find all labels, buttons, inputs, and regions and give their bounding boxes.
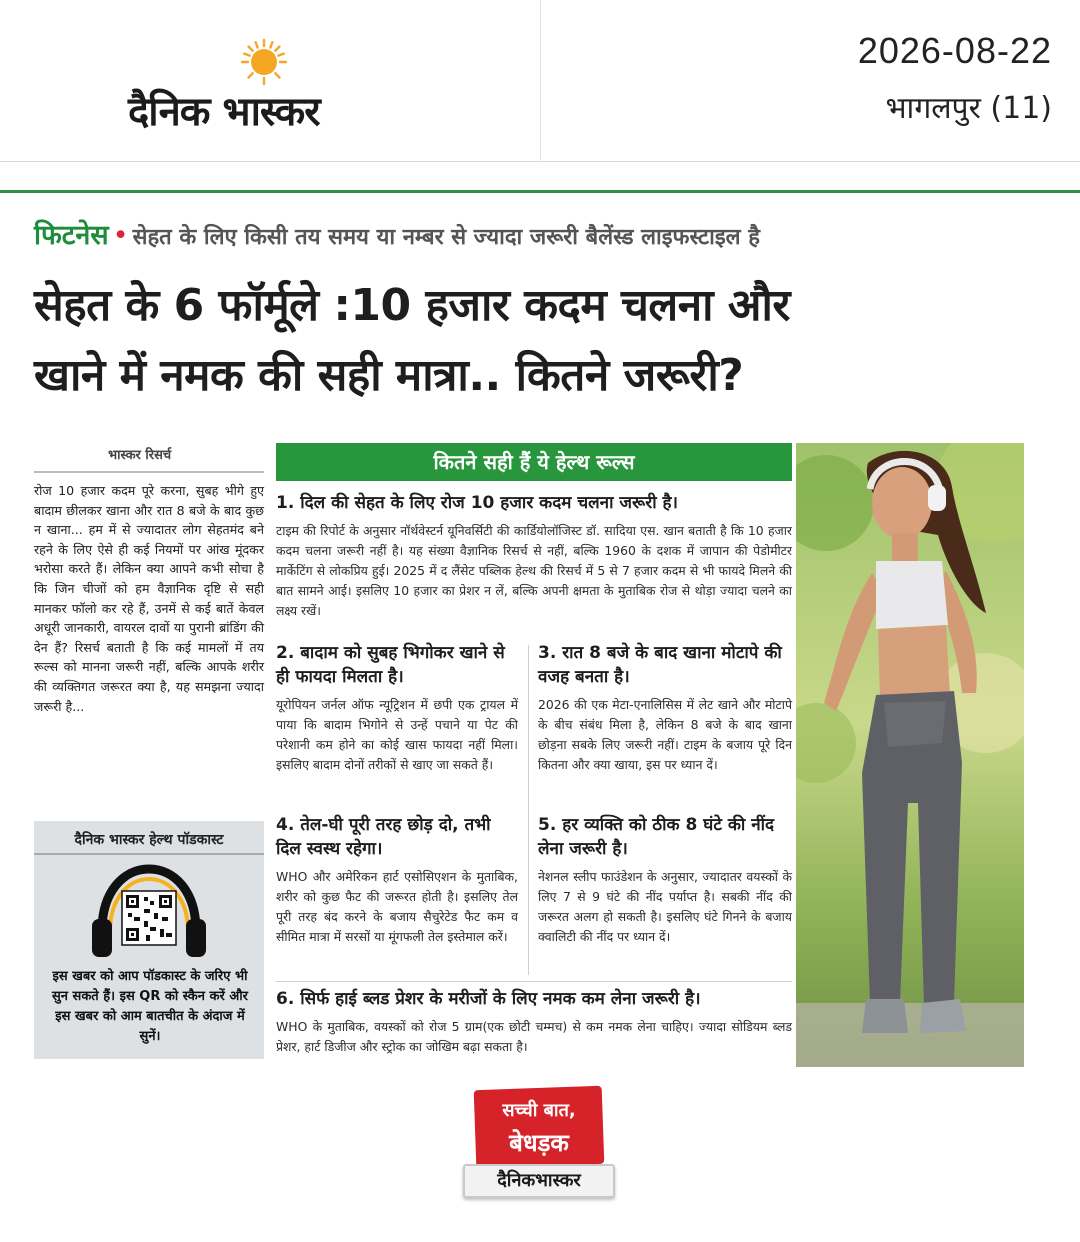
headline-line-1: सेहत के 6 फॉर्मूले :10 हजार कदम चलना और <box>34 280 790 331</box>
kicker-dot: • <box>112 220 129 251</box>
news-clipping <box>0 190 1080 1070</box>
kicker <box>34 215 1064 261</box>
column-separator <box>528 645 529 975</box>
page-header <box>0 0 1080 162</box>
row-separator <box>276 981 792 982</box>
rule-4-title: 4. तेल-घी पूरी तरह छोड़ दो, तभी दिल स्वस्थ रहेगा। <box>276 815 491 859</box>
rule-1-title: 1. दिल की सेहत के लिए रोज 10 हजार कदम चलना जरूरी है। <box>276 493 678 513</box>
slogan-line-2: बेधड़क <box>509 1129 569 1157</box>
rule-4-body: WHO और अमेरिकन हार्ट एसोसिएशन के मुताबिक, शरीर को कुछ फैट की जरूरत होती है। इसलिए तेल पूरी तरह बंद करने के बजाय सैचुरेटेड फैट कम व सीमित मात्रा में सरसों या मूंगफली तेल इस्तेमाल करें। <box>276 869 518 944</box>
walking-woman-photo <box>796 443 1024 1067</box>
slogan-badge <box>461 1088 617 1206</box>
rule-1-body: टाइम की रिपोर्ट के अनुसार नॉर्थवेस्टर्न यूनिवर्सिटी की कार्डियोलॉजिस्ट डॉ. सादिया एस. खान बताती है कि 10 हजार कदम चलना जरूरी नहीं है। यह संख्या वैज्ञानिक रिसर्च से नहीं, बल्कि 1960 के दशक में जापान की पेडोमीटर मार्केटिंग से लोकप्रिय हुई। 2025 में द लैंसेट पब्लिक हेल्थ की रिसर्च में 5 से 7 हजार कदम से भी फायदे मिलने की बात सामने आई। इसलिए 10 हजार का प्रेशर न लें, बल्कि अपनी क्षमता के मुताबिक रोज से थोड़ा ज्यादा चलने का लक्ष्य रखें। <box>276 523 792 618</box>
rule-5-title: 5. हर व्यक्ति को ठीक 8 घंटे की नींद लेना जरूरी है। <box>538 815 775 859</box>
rule-2-title: 2. बादाम को सुबह भिगोकर खाने से ही फायदा मिलता है। <box>276 643 505 687</box>
headline <box>34 271 1044 411</box>
edition-date: 2026-08-22 <box>857 30 1052 71</box>
sun-icon <box>240 38 288 86</box>
rule-6-body: WHO के मुताबिक, वयस्कों को रोज 5 ग्राम(एक छोटी चम्मच) से कम नमक लेना चाहिए। ज्यादा सोडियम ब्लड प्रेशर, हार्ट डिजीज और स्ट्रोक का जोखिम बढ़ा सकता है। <box>276 1019 792 1054</box>
kicker-text: सेहत के लिए किसी तय समय या नम्बर से ज्यादा जरूरी बैलेंस्ड लाइफस्टाइल है <box>132 225 760 250</box>
headphones-qr-icon[interactable] <box>88 861 210 961</box>
rule-5-body: नेशनल स्लीप फाउंडेशन के अनुसार, ज्यादातर वयस्कों के लिए 7 से 9 घंटे की नींद पर्याप्त है। सबकी नींद की जरूरत अलग हो सकती है। इसलिए घंटे गिनने के बजाय क्वालिटी की नींद पर ध्यान दें। <box>538 869 792 944</box>
dainik-bhaskar-logo <box>128 38 418 138</box>
section-banner: कितने सही हैं ये हेल्थ रूल्स <box>276 443 792 481</box>
rule-3-body: 2026 की एक मेटा-एनालिसिस में लेट खाने और मोटापे के बीच संबंध मिला है, लेकिन 8 बजे के बाद खाना छोड़ना सबके लिए जरूरी नहीं। टाइम के बजाय पूरे दिन कितना और क्या खाया, इस पर ध्यान दें। <box>538 697 792 772</box>
rule-2-body: यूरोपियन जर्नल ऑफ न्यूट्रिशन में छपी एक ट्रायल में पाया कि बादाम भिगोने से उन्हें पचाने या पेट की परेशानी कम होने का कोई खास फायदा नहीं मिला। इसलिए बादाम दोनों तरीकों से खाए जा सकते हैं। <box>276 697 518 772</box>
edition-name: भागलपुर (11) <box>885 91 1052 126</box>
logo-text: दैनिक भास्कर <box>128 89 320 135</box>
podcast-box <box>34 821 264 1059</box>
rule-6-title: 6. सिर्फ हाई ब्लड प्रेशर के मरीजों के लिए नमक कम लेना जरूरी है। <box>276 989 701 1009</box>
byline-divider <box>34 471 264 473</box>
podcast-text: इस खबर को आप पॉडकास्ट के जरिए भी सुन सकते हैं। इस QR को स्कैन करें और इस खबर को आम बातचीत के अंदाज में सुनें। <box>52 969 248 1044</box>
podcast-title: दैनिक भास्कर हेल्थ पॉडकास्ट <box>34 825 264 855</box>
byline: भास्कर रिसर्च <box>108 448 172 463</box>
headline-line-2: खाने में नमक की सही मात्रा.. कितने जरूरी? <box>34 350 744 401</box>
rule-3-title: 3. रात 8 बजे के बाद खाना मोटापे की वजह बनता है। <box>538 643 782 687</box>
slogan-line-1: सच्ची बात, <box>502 1100 576 1121</box>
header-divider <box>540 0 541 162</box>
slogan-logo-text: दैनिकभास्कर <box>497 1170 581 1191</box>
intro-paragraph: रोज 10 हजार कदम पूरे करना, सुबह भीगे हुए बादाम छीलकर खाना और रात 8 बजे के बाद कुछ न खाना... हम में से ज्यादातर लोग सेहतमंद बने रहने के लिए ऐसे ही कई नियमों पर आंख मूंदकर भरोसा करते हैं। लेकिन क्या आपने कभी सोचा है कि जिन चीजों को हम वैज्ञानिक दृष्टि से सही मानकर फॉलो कर रहे हैं, उनमें से कई बातें केवल अधूरी जानकारी, वायरल दावों या पुरानी ब्रांडिंग की देन हैं? रिसर्च बताती है कि कई मामलों में तय रूल्स को मानना जरूरी नहीं, बल्कि आपके शरीर की व्यक्तिगत जरूरत क्या है, यह समझना ज्यादा जरूरी है... <box>34 483 264 714</box>
kicker-tag: फिटनेस <box>34 220 109 251</box>
